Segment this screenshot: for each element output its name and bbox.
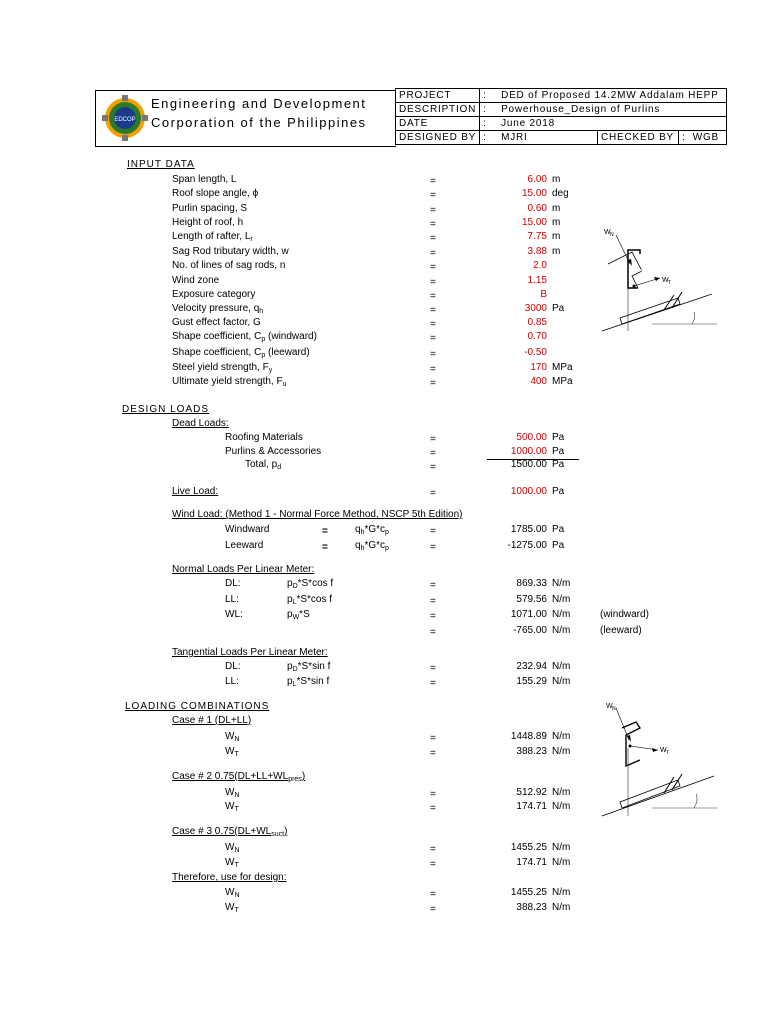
input-label: Roof slope angle, ϕ	[172, 188, 259, 199]
unit: N/m	[552, 902, 571, 913]
svg-text:W: W	[662, 277, 669, 284]
svg-text:N: N	[612, 706, 616, 712]
input-label: Exposure category	[172, 289, 256, 300]
load-value: 232.94	[516, 661, 547, 672]
unit: m	[552, 246, 561, 257]
equals: =	[430, 844, 436, 855]
svg-text:N: N	[610, 232, 614, 238]
unit: N/m	[552, 661, 571, 672]
colon: :	[483, 90, 487, 101]
wn-label: $W_N$	[225, 787, 240, 799]
unit: m	[552, 231, 561, 242]
equals: =	[430, 462, 436, 473]
equals: =	[430, 219, 436, 230]
equals: =	[430, 205, 436, 216]
combo-value: 388.23	[516, 902, 547, 913]
load-note: (leeward)	[600, 625, 642, 636]
equals: =	[430, 859, 436, 870]
equals: =	[430, 789, 436, 800]
input-label: Span length, L	[172, 174, 237, 185]
equals: =	[430, 748, 436, 759]
svg-text:T: T	[666, 750, 670, 756]
input-value: 1.15	[527, 275, 547, 286]
equals: =	[430, 248, 436, 259]
input-value: 7.75	[527, 231, 547, 242]
total-value: 1500.00	[510, 459, 547, 470]
wind-formula: $q_h*G*c_p$	[355, 524, 389, 536]
equals: =	[430, 611, 436, 622]
unit: Pa	[552, 446, 565, 457]
unit: N/m	[552, 609, 571, 620]
designed-by-label: DESIGNED BY	[396, 131, 480, 145]
purlin-diagram-2	[592, 698, 722, 823]
date-label: DATE	[396, 117, 480, 131]
normal-loads-heading: Normal Loads Per Linear Meter:	[172, 564, 315, 575]
leeward-value: -1275.00	[507, 540, 547, 551]
unit: N/m	[552, 731, 571, 742]
load-label: DL:	[225, 661, 241, 672]
input-value: -0.50	[524, 347, 547, 358]
load-value: -765.00	[513, 625, 547, 636]
roofing-value: 500.00	[516, 432, 547, 443]
input-value: 400	[530, 376, 547, 387]
equals: =	[430, 889, 436, 900]
leeward-label: Leeward	[225, 540, 264, 551]
company-logo	[100, 93, 150, 143]
equals: =	[430, 378, 436, 389]
total-label: Total, $p_d$	[245, 459, 282, 471]
wt-label: $W_T$	[225, 902, 239, 914]
load-value: 579.56	[516, 594, 547, 605]
input-label: Length of rafter, $L_r$	[172, 231, 253, 243]
company-logo-box	[95, 90, 396, 147]
input-value: 2.0	[533, 260, 547, 271]
dead-loads-heading: Dead Loads:	[172, 418, 229, 429]
input-value: 15.00	[521, 217, 547, 228]
roofing-label: Roofing Materials	[225, 432, 303, 443]
load-label: LL:	[225, 676, 239, 687]
wind-load-heading: Wind Load: (Method 1 - Normal Force Method, NSCP 5th Edition)	[172, 509, 463, 520]
equals: =	[430, 678, 436, 689]
load-label: DL:	[225, 578, 241, 589]
load-value: 155.29	[516, 676, 547, 687]
purlins-value: 1000.00	[510, 446, 547, 457]
load-formula: $p_D*S*\cos$ f	[287, 578, 334, 590]
case2-heading: Case # 2 $0.75(DL+LL+WL_{pres})$	[172, 771, 306, 783]
equals: =	[430, 233, 436, 244]
unit: N/m	[552, 594, 571, 605]
designed-by-value: MJRI	[501, 132, 528, 143]
live-load-value: 1000.00	[510, 486, 547, 497]
svg-text:T: T	[668, 280, 672, 286]
unit: Pa	[552, 432, 565, 443]
load-formula: $p_D*S*\sin$ f	[287, 661, 331, 673]
equals: =	[430, 319, 436, 330]
load-label: LL:	[225, 594, 239, 605]
wn-label: $W_N$	[225, 731, 240, 743]
wn-label: $W_N$	[225, 842, 240, 854]
load-value: 869.33	[516, 578, 547, 589]
unit: N/m	[552, 842, 571, 853]
input-label: Height of roof, h	[172, 217, 244, 228]
purlins-label: Purlins & Accessories	[225, 446, 322, 457]
load-label: WL:	[225, 609, 243, 620]
unit: N/m	[552, 857, 571, 868]
unit: MPa	[552, 376, 573, 387]
load-formula: $p_W*S$	[287, 609, 310, 621]
equals: =	[430, 448, 436, 459]
unit: Pa	[552, 540, 565, 551]
input-value: B	[540, 289, 547, 300]
description-value: Powerhouse_Design of Purlins	[501, 104, 661, 115]
input-label: Shape coefficient, $C_p$ (windward)	[172, 331, 317, 343]
svg-text:W: W	[660, 747, 667, 754]
title-block: PROJECT : DED of Proposed 14.2MW Addalam HEPP DESCRIPTION : Powerhouse_Design of Purlins DATE : June 2018 DESIGNED BY : MJRI CHECKED BY : WGB	[395, 88, 727, 145]
equals: =	[430, 488, 436, 499]
equals: =	[430, 627, 436, 638]
combo-value: 512.92	[516, 787, 547, 798]
wind-formula: $q_h*G*c_p$	[355, 540, 389, 552]
input-label: Purlin spacing, S	[172, 203, 248, 214]
design-loads-heading: DESIGN LOADS	[122, 404, 210, 415]
combo-value: 1455.25	[510, 842, 547, 853]
unit: N/m	[552, 801, 571, 812]
input-value: 0.60	[527, 203, 547, 214]
unit: m	[552, 203, 561, 214]
equals: =	[430, 333, 436, 344]
wt-label: $W_T$	[225, 746, 239, 758]
date-value: June 2018	[501, 118, 555, 129]
input-label: Gust effect factor, G	[172, 317, 261, 328]
equals: =	[430, 190, 436, 201]
case1-heading: Case # 1 (DL+LL)	[172, 715, 252, 726]
svg-text:W: W	[606, 703, 613, 710]
equals: =	[430, 349, 436, 360]
company-name-line1: Engineering and Development	[151, 96, 367, 111]
unit: Pa	[552, 459, 565, 470]
live-load-heading: Live Load:	[172, 486, 219, 497]
equals: =	[430, 291, 436, 302]
input-label: Shape coefficient, $C_p$ (leeward)	[172, 347, 310, 359]
unit: N/m	[552, 578, 571, 589]
windward-value: 1785.00	[510, 524, 547, 535]
loading-combinations-heading: LOADING COMBINATIONS	[125, 701, 270, 712]
input-value: 6.00	[527, 174, 547, 185]
equals: =	[430, 803, 436, 814]
case3-heading: Case # 3 $0.75(DL+WL_{suct})$	[172, 826, 288, 838]
project-label: PROJECT	[396, 89, 480, 103]
unit: N/m	[552, 746, 571, 757]
description-label: DESCRIPTION	[396, 103, 480, 117]
input-label: Sag Rod tributary width, w	[172, 246, 289, 257]
input-value: 0.70	[527, 331, 547, 342]
equals: =	[430, 596, 436, 607]
input-value: 170	[530, 362, 547, 373]
equals: =	[430, 580, 436, 591]
equals: =	[430, 904, 436, 915]
input-label: No. of lines of sag rods, n	[172, 260, 286, 271]
unit: Pa	[552, 486, 565, 497]
input-label: Velocity pressure, $q_h$	[172, 303, 264, 315]
combo-value: 174.71	[516, 801, 547, 812]
load-formula: $p_L*S*\sin$ f	[287, 676, 330, 688]
input-value: 0.85	[527, 317, 547, 328]
input-label: Steel yield strength, $F_y$	[172, 362, 273, 374]
combo-value: 1448.89	[510, 731, 547, 742]
wn-label: $W_N$	[225, 887, 240, 899]
input-data-heading: INPUT DATA	[127, 159, 195, 170]
input-label: Ultimate yield strength, $F_u$	[172, 376, 287, 388]
equals: =	[430, 176, 436, 187]
checked-by-label: CHECKED BY	[598, 131, 679, 145]
windward-label: Windward	[225, 524, 270, 535]
unit: Pa	[552, 524, 565, 535]
unit: m	[552, 217, 561, 228]
unit: deg	[552, 188, 569, 199]
load-value: 1071.00	[510, 609, 547, 620]
equals: =	[430, 434, 436, 445]
input-value: 15.00	[521, 188, 547, 199]
equals: =	[430, 277, 436, 288]
equals: =	[430, 305, 436, 316]
unit: m	[552, 174, 561, 185]
wt-label: $W_T$	[225, 801, 239, 813]
equals: =	[322, 526, 328, 537]
unit: N/m	[552, 625, 571, 636]
input-label: Wind zone	[172, 275, 220, 286]
equals: =	[322, 542, 328, 553]
therefore-heading: Therefore, use for design:	[172, 872, 287, 883]
combo-value: 1455.25	[510, 887, 547, 898]
svg-text:EDCOP: EDCOP	[114, 117, 136, 123]
tangential-loads-heading: Tangential Loads Per Linear Meter:	[172, 647, 328, 658]
input-value: 3000	[524, 303, 547, 314]
equals: =	[430, 364, 436, 375]
checked-by-value: WGB	[692, 132, 720, 143]
svg-text:W: W	[604, 229, 611, 236]
unit: N/m	[552, 787, 571, 798]
load-note: (windward)	[600, 609, 649, 620]
unit: MPa	[552, 362, 573, 373]
equals: =	[430, 733, 436, 744]
combo-value: 174.71	[516, 857, 547, 868]
load-formula: $p_L*S*\cos$ f	[287, 594, 333, 606]
equals: =	[430, 542, 436, 553]
equals: =	[430, 526, 436, 537]
unit: Pa	[552, 303, 565, 314]
equals: =	[430, 262, 436, 273]
input-value: 3.88	[527, 246, 547, 257]
wt-label: $W_T$	[225, 857, 239, 869]
project-value: DED of Proposed 14.2MW Addalam HEPP	[501, 90, 719, 101]
combo-value: 388.23	[516, 746, 547, 757]
purlin-diagram-1	[592, 226, 722, 336]
unit: N/m	[552, 887, 571, 898]
unit: N/m	[552, 676, 571, 687]
company-name-line2: Corporation of the Philippines	[151, 115, 367, 130]
equals: =	[430, 663, 436, 674]
